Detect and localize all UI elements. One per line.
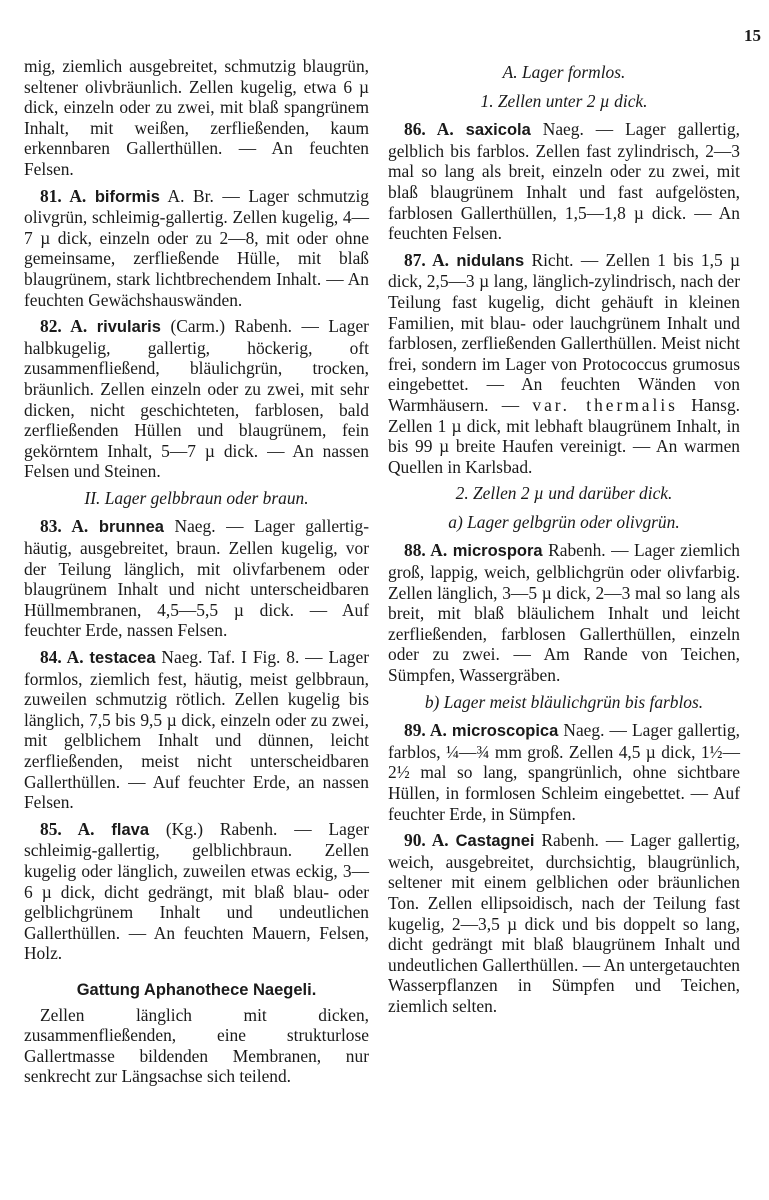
entry-87: 87. A. nidulans Richt. — Zellen 1 bis 1,5 µ dick, 2,5—3 µ lang, länglich-zylindrisch, nach der Teilung fast kugelig, dicht gehäuft in kleinen Familien, mit blau- oder lauchgrünem Inhalt und farblosen, zerfließenden Gallerthüllen. Meist nicht frei, sondern im Lager von Protococcus grumosus eingebettet. — An feuchten Wänden von Warmhäusern. — var. thermalis Hansg. Zellen 1 µ dick, mit lebhaft blaugrünem Inhalt, in bis 99 µ breite Haufen vereinigt. — An warmen Quellen in Karlsbad. <box>388 249 740 477</box>
subheading-zellen-2-und-darueber: 2. Zellen 2 µ und darüber dick. <box>455 483 673 504</box>
genus-heading: Gattung Aphanothece Naegeli. <box>76 980 317 999</box>
subheading-lager-gelbbraun: II. Lager gelbbraun oder braun. <box>84 487 309 508</box>
entry-90: 90. A. Castagnei Rabenh. — Lager gallertig, weich, ausgebreitet, durchsichtig, blaugrünlich, seltener mit einem gelblichen oder bräunlichen Ton. Zellen ellipsoidisch, nach der Teilung fast kugelig, 2—3,5 µ dick und bis doppelt so lang, dicht gedrängt mit blaß blaugrünem Inhalt und undeutlichen Gallerthüllen. — An untergetauchten Wasserpflanzen in Sümpfen und Teichen, ziemlich selten. <box>388 830 740 1016</box>
genus-description: Zellen länglich mit dicken, zusammenfließenden, eine strukturlose Gallertmasse bildenden Membranen, nur senkrecht zur Längsachse sich teilend. <box>24 1004 369 1087</box>
subheading-blaeulichgruen: b) Lager meist bläulichgrün bis farblos. <box>424 691 704 712</box>
entry-88: 88. A. microspora Rabenh. — Lager ziemlich groß, lappig, weich, gelblichgrün oder olivfarbig. Zellen länglich, 3—5 µ dick, 2—3 mal so lang als breit, mit blaß bläulichem Inhalt und leicht zerfließenden, farblosen Gallerthüllen, einzeln oder zu zwei. — Am Rande von Teichen, Sümpfen, Wassergräben. <box>388 540 740 686</box>
right-column <box>388 56 740 1023</box>
subheading-gelbgruen: a) Lager gelbgrün oder olivgrün. <box>448 511 680 532</box>
entry-86: 86. A. saxicola Naeg. — Lager gallertig, gelblich bis farblos. Zellen fast zylindrisch, 2—3 mal so lang als breit, einzeln oder zu zwei, mit blaß blaugrünem Inhalt und fast aufgelösten, farblosen Gallerthüllen, 1,5—1,8 µ dick. — An feuchten Felsen. <box>388 119 740 244</box>
subheading-zellen-unter-2: 1. Zellen unter 2 µ dick. <box>480 90 648 111</box>
entry-81: 81. A. biformis A. Br. — Lager schmutzig olivgrün, schleimig-gallertig. Zellen kugelig, 4—7 µ dick, einzeln oder zu 2—8, mit oder ohne gemeinsame, zerfließende Hülle, mit blaß blaugrünem, stark lichtbrechendem Inhalt. — An feuchten Gewächshauswänden. <box>24 185 369 310</box>
entry-85: 85. A. flava (Kg.) Rabenh. — Lager schleimig-gallertig, gelblichbraun. Zellen kugelig oder länglich, zuweilen etwas eckig, 3—6 µ dick, dicht gedrängt, mit blaß blau- oder gelblichgrünem Inhalt und undeutlichen Gallerthüllen. — An feuchten Mauern, Felsen, Holz. <box>24 818 369 964</box>
left-column <box>24 56 369 1093</box>
continued-entry: mig, ziemlich ausgebreitet, schmutzig blaugrün, seltener olivbräunlich. Zellen kugelig, etwa 6 µ dick, einzeln oder zu zwei, mit blaß spangrünem Inhalt, mit weißen, zerfließenden, kaum erkennbaren Gallerthüllen. — An feuchten Felsen. <box>24 56 369 179</box>
entry-89: 89. A. microscopica Naeg. — Lager gallertig, farblos, ¼—¾ mm groß. Zellen 4,5 µ dick, 1½—2½ mal so lang, spangrünlich, ohne sichtbare Hüllen, in formlosen Schleim eingebettet. — Auf feuchter Erde, in Sümpfen. <box>388 720 740 824</box>
page-number: 15 <box>744 26 761 45</box>
entry-82: 82. A. rivularis (Carm.) Rabenh. — Lager halbkugelig, gallertig, höckerig, oft zusammenfließend, bläulichgrün, trocken, bräunlich. Zellen einzeln oder zu zwei, mit sehr dicken, nicht geschichteten, farblosen, bald zerfließenden Hüllen und blaugrünem, fein gekörntem Inhalt, 5—7 µ dick. — An nassen Felsen und Steinen. <box>24 316 369 482</box>
entry-84: 84. A. testacea Naeg. Taf. I Fig. 8. — Lager formlos, ziemlich fest, häutig, meist gelbbraun, zuweilen schmutzig rötlich. Zellen kugelig bis länglich, 7,5 bis 9,5 µ dick, einzeln oder zu zwei, mit gelblichem Inhalt und dünnen, leicht zerfließenden, meist nicht unterscheidbaren Gallerthüllen. — Auf feuchter Erde, an nassen Felsen. <box>24 647 369 813</box>
entry-83: 83. A. brunnea Naeg. — Lager gallertig-häutig, ausgebreitet, braun. Zellen kugelig, vor der Teilung länglich, mit olivfarbenem oder blaugrünem Inhalt und nicht unterscheidbaren Hüllmembranen, 4,5—5,5 µ dick. — Auf feuchter Erde, nassen Felsen. <box>24 516 369 641</box>
subheading-lager-formlos: A. Lager formlos. <box>502 62 626 82</box>
